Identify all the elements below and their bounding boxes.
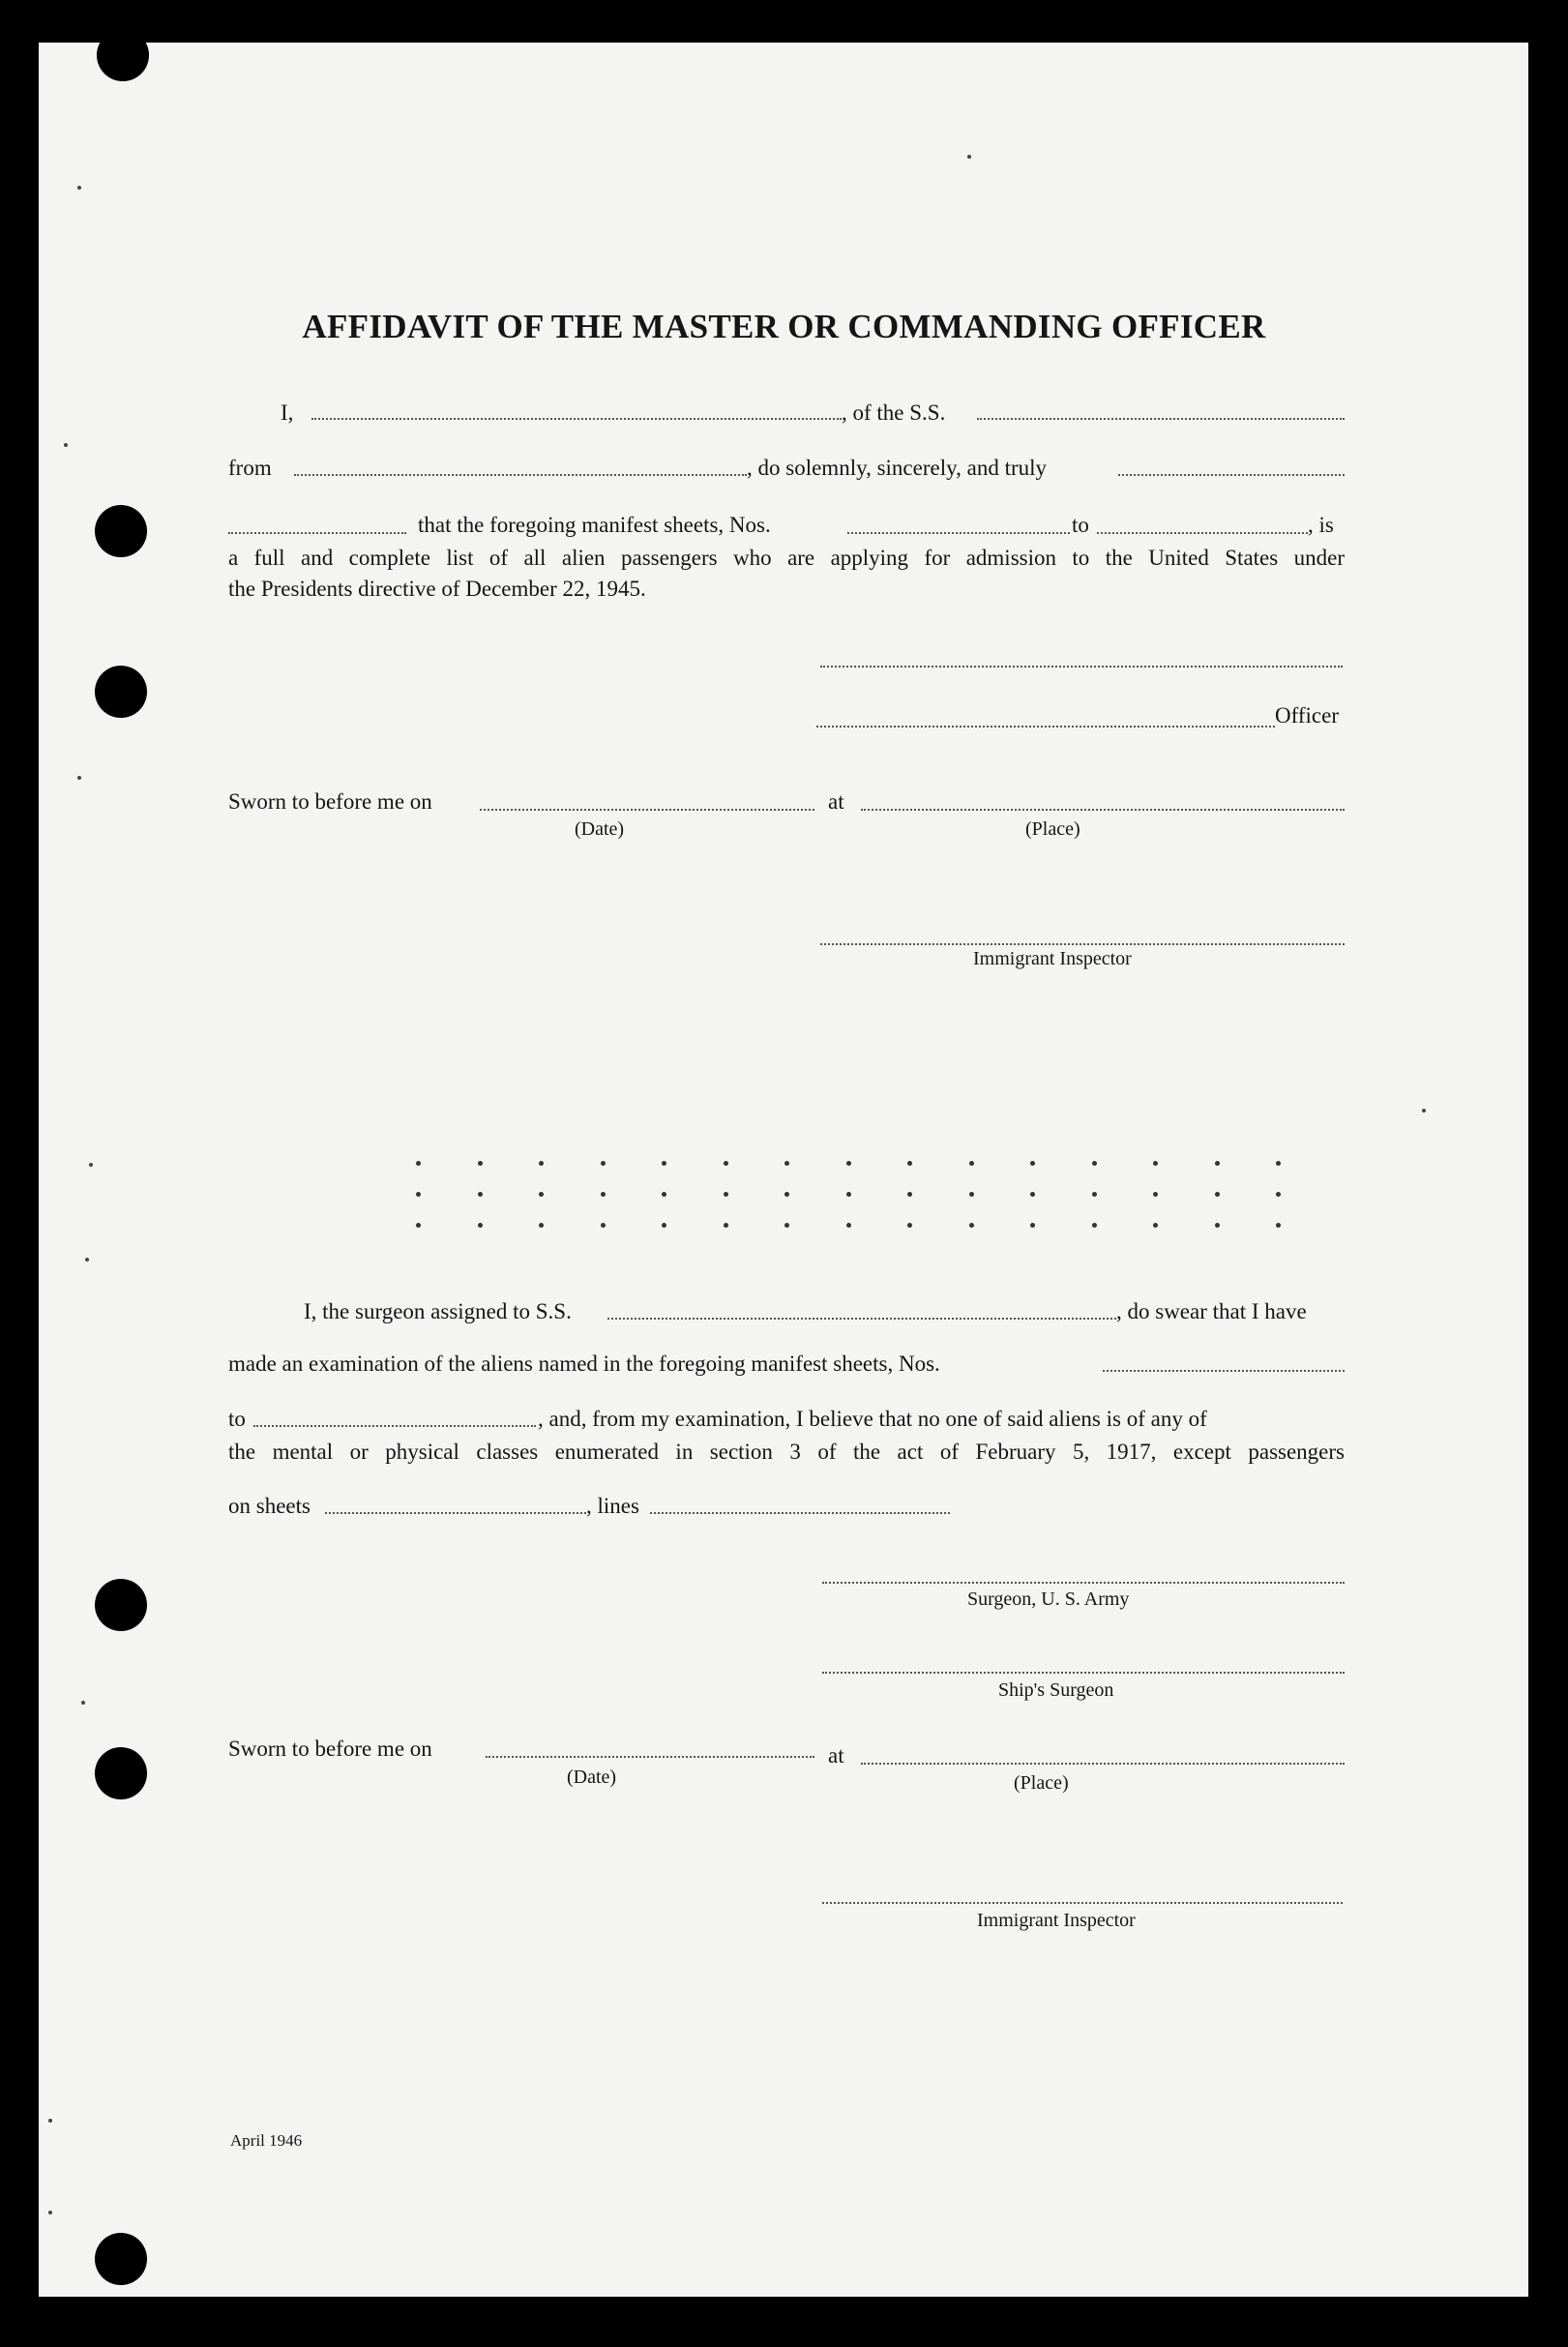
manifest-nos-from-field[interactable] <box>847 532 1070 534</box>
oath-term-field[interactable] <box>1118 474 1345 476</box>
divider-dot <box>907 1223 912 1228</box>
divider-dot <box>416 1161 421 1166</box>
place-caption-2: (Place) <box>1014 1772 1069 1794</box>
divider-dot <box>601 1223 606 1228</box>
signature-line[interactable] <box>820 666 1343 668</box>
speck <box>89 1163 93 1167</box>
divider-dot <box>846 1161 851 1166</box>
speck <box>48 2119 52 2123</box>
divider-dot <box>416 1192 421 1197</box>
that-foregoing-label: that the foregoing manifest sheets, Nos. <box>418 513 771 537</box>
divider-dot <box>662 1161 666 1166</box>
divider-dot <box>1215 1223 1220 1228</box>
divider-dot <box>784 1161 789 1166</box>
date-caption: (Date) <box>575 818 625 840</box>
speck <box>967 155 971 159</box>
speck <box>48 2211 52 2214</box>
divider-dot <box>1030 1192 1035 1197</box>
army-surgeon-signature-line[interactable] <box>822 1582 1345 1584</box>
surgeon-line-2: made an examination of the aliens named in the foregoing manifest sheets, Nos. <box>228 1352 940 1376</box>
binder-hole <box>95 1747 147 1799</box>
divider-dot <box>478 1192 483 1197</box>
oath-term-field-2[interactable] <box>228 532 406 534</box>
binder-hole <box>95 2233 147 2285</box>
divider-dot <box>784 1223 789 1228</box>
army-surgeon-caption: Surgeon, U. S. Army <box>967 1589 1130 1610</box>
lines-field[interactable] <box>650 1512 950 1514</box>
divider-dot <box>478 1161 483 1166</box>
surgeon-nos-field[interactable] <box>1103 1370 1345 1372</box>
sworn-place-field[interactable] <box>861 809 1345 811</box>
divider-dot <box>1092 1161 1097 1166</box>
at-label: at <box>828 789 844 814</box>
on-sheets-label: on sheets <box>228 1494 311 1518</box>
from-port-field[interactable] <box>294 474 747 476</box>
divider-dot <box>1153 1192 1158 1197</box>
of-ss-label: , of the S.S. <box>842 401 946 425</box>
speck <box>77 776 81 780</box>
divider-dot <box>907 1161 912 1166</box>
divider-dot <box>1092 1223 1097 1228</box>
divider-dot <box>969 1192 974 1197</box>
surgeon-ship-field[interactable] <box>607 1318 1116 1320</box>
ships-surgeon-caption: Ship's Surgeon <box>998 1679 1114 1701</box>
divider-dot <box>846 1223 851 1228</box>
sworn-label-2: Sworn to before me on <box>228 1737 432 1761</box>
inspector-caption: Immigrant Inspector <box>973 948 1132 969</box>
divider-dot <box>724 1192 728 1197</box>
master-name-field[interactable] <box>311 418 842 420</box>
divider-dot <box>969 1223 974 1228</box>
ship-name-field[interactable] <box>977 418 1345 420</box>
sheets-field[interactable] <box>325 1512 586 1514</box>
surgeon-line-1-end: , do swear that I have <box>1116 1299 1307 1323</box>
speck <box>85 1258 89 1262</box>
divider-dot <box>1276 1223 1281 1228</box>
from-label: from <box>228 456 272 480</box>
divider-dot <box>724 1161 728 1166</box>
surgeon-to-label: to <box>228 1407 246 1431</box>
divider-dot <box>907 1192 912 1197</box>
divider-dot <box>1153 1161 1158 1166</box>
divider-dot <box>416 1223 421 1228</box>
divider-dot <box>662 1223 666 1228</box>
divider-dot <box>662 1192 666 1197</box>
solemnly-label: , do solemnly, sincerely, and truly <box>747 456 1048 480</box>
sworn-date-field-2[interactable] <box>486 1756 814 1758</box>
divider-dot <box>846 1192 851 1197</box>
binder-hole <box>95 1579 147 1631</box>
document-title: AFFIDAVIT OF THE MASTER OR COMMANDING OFFICER <box>302 308 1266 345</box>
lines-label: , lines <box>586 1494 639 1518</box>
divider-dot <box>601 1161 606 1166</box>
divider-dot <box>1276 1192 1281 1197</box>
surgeon-line-4: the mental or physical classes enumerated in section 3 of the act of February 5, 1917, except passengers <box>228 1440 1345 1464</box>
divider-dot <box>539 1161 544 1166</box>
speck <box>77 186 81 190</box>
binder-hole <box>97 29 149 81</box>
at-label-2: at <box>828 1743 844 1768</box>
divider-dot <box>1030 1161 1035 1166</box>
speck <box>1422 1109 1426 1113</box>
divider-dot <box>1215 1192 1220 1197</box>
ships-surgeon-signature-line[interactable] <box>822 1672 1345 1674</box>
divider-dot <box>1092 1192 1097 1197</box>
sworn-place-field-2[interactable] <box>861 1763 1345 1765</box>
divider-dot <box>969 1161 974 1166</box>
sworn-date-field[interactable] <box>480 809 814 811</box>
officer-signature-line[interactable] <box>816 726 1275 728</box>
to-label: to <box>1072 513 1089 537</box>
binder-hole <box>95 505 147 557</box>
divider-dot <box>1276 1161 1281 1166</box>
sworn-label: Sworn to before me on <box>228 789 432 814</box>
i-label: I, <box>281 401 294 425</box>
surgeon-line-3-end: , and, from my examination, I believe that no one of said aliens is of any of <box>538 1407 1207 1431</box>
divider-dot <box>1153 1223 1158 1228</box>
divider-dot <box>1030 1223 1035 1228</box>
officer-label: Officer <box>1275 703 1339 728</box>
surgeon-line-1-start: I, the surgeon assigned to S.S. <box>304 1299 572 1323</box>
is-label: , is <box>1308 513 1334 537</box>
inspector-signature-line[interactable] <box>820 943 1345 945</box>
divider-dot <box>724 1223 728 1228</box>
divider-dot <box>539 1192 544 1197</box>
divider-dot <box>539 1223 544 1228</box>
divider-dot <box>601 1192 606 1197</box>
surgeon-to-field[interactable] <box>253 1425 536 1427</box>
date-caption-2: (Date) <box>567 1767 617 1788</box>
speck <box>64 443 68 447</box>
divider-dot <box>784 1192 789 1197</box>
manifest-nos-to-field[interactable] <box>1097 532 1308 534</box>
divider-dot <box>1215 1161 1220 1166</box>
speck <box>81 1701 85 1705</box>
statement-line-2: a full and complete list of all alien passengers who are applying for admission to the United States under <box>228 546 1345 570</box>
divider-dot <box>478 1223 483 1228</box>
binder-hole <box>95 666 147 718</box>
document-page <box>39 43 1528 2297</box>
inspector-signature-line-2[interactable] <box>822 1902 1343 1904</box>
statement-line-3: the Presidents directive of December 22, 1945. <box>228 577 646 601</box>
footer-date: April 1946 <box>230 2131 303 2150</box>
inspector-caption-2: Immigrant Inspector <box>977 1910 1136 1931</box>
place-caption: (Place) <box>1025 818 1080 840</box>
